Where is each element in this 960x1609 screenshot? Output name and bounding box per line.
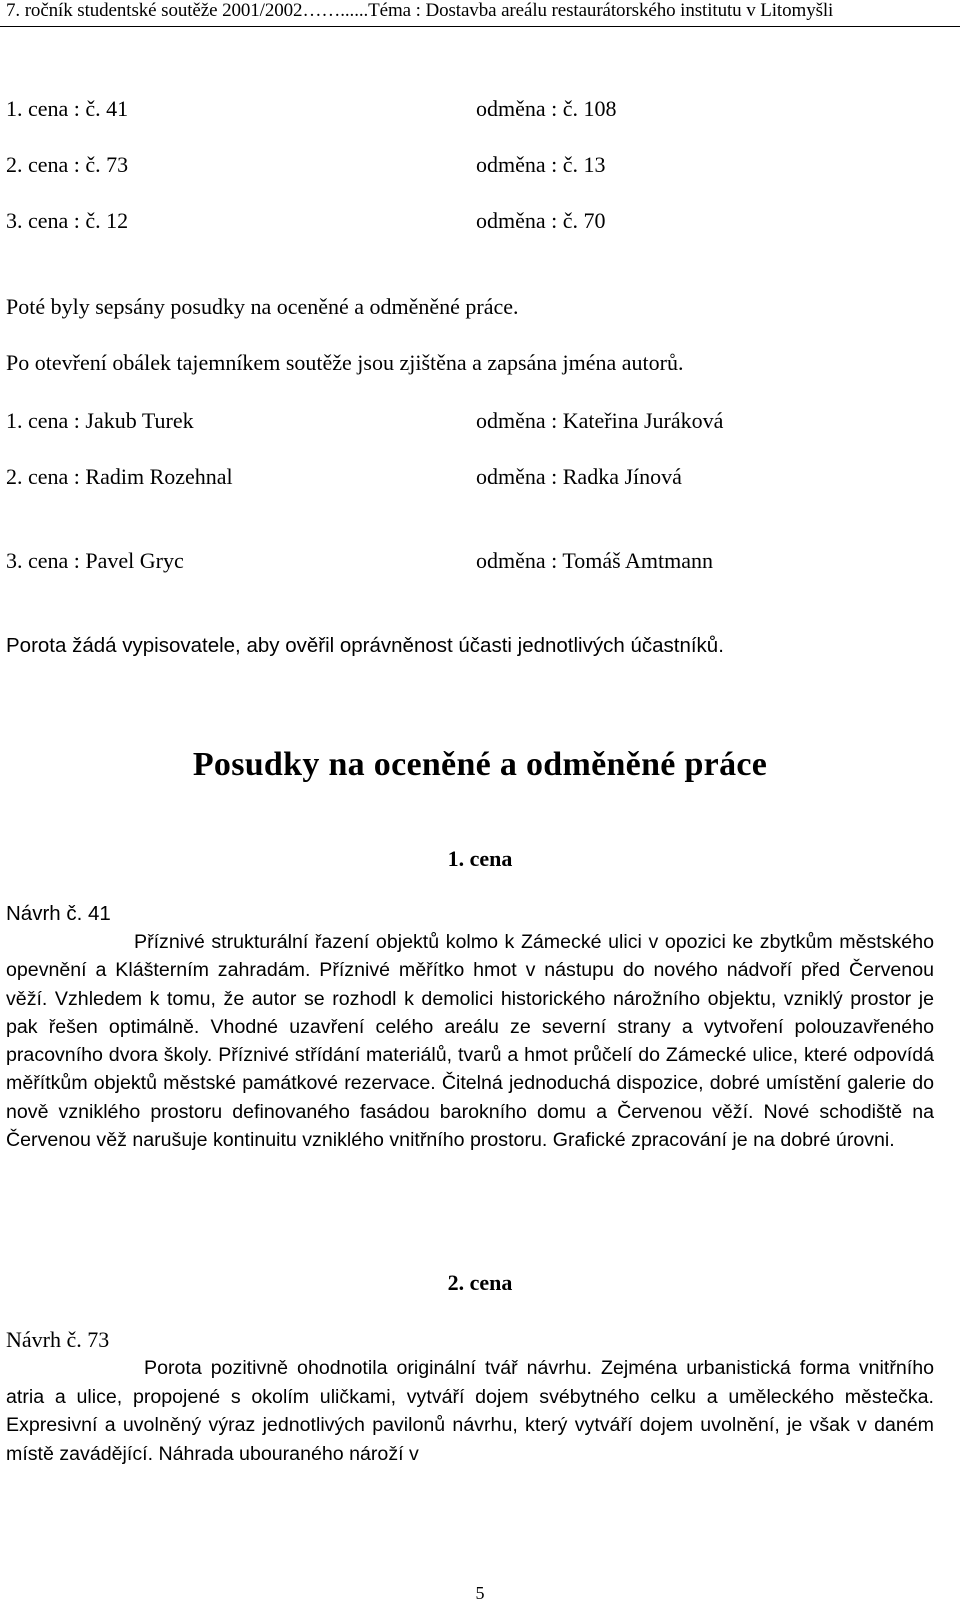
prize-number-1: 1. cena : č. 41 bbox=[6, 96, 129, 121]
reward-number-3: odměna : č. 70 bbox=[476, 208, 606, 233]
review-text-2: Porota pozitivně ohodnotila originální tvář návrhu. Zejména urbanistická forma vnitřního atria a ulice, propojené s okolím uličkami, vytváří dojem svébytného celku a uměleckého městečka. Expresivní a uvolněný výraz jednotlivých pavilonů návrhu, který vytváří dojem uvolnění, je však v daném místě zavádějící. Náhrada ubouraného nároží v bbox=[6, 1357, 934, 1465]
section-title: Posudky na oceněné a odměněné práce bbox=[192, 746, 768, 783]
prize-number-2: 2. cena : č. 73 bbox=[6, 152, 129, 177]
reward-name-2: odměna : Radka Jínová bbox=[476, 464, 682, 489]
prize-name-2: 2. cena : Radim Rozehnal bbox=[6, 464, 233, 489]
reward-name-3: odměna : Tomáš Amtmann bbox=[476, 548, 713, 573]
review-heading-2: 2. cena bbox=[447, 1270, 513, 1295]
jury-request-line: Porota žádá vypisovatele, aby ověřil oprávněnost účasti jednotlivých účastníků. bbox=[6, 634, 724, 657]
envelopes-opened-line: Po otevření obálek tajemníkem soutěže jsou zjištěna a zapsána jména autorů. bbox=[6, 350, 684, 375]
header-divider bbox=[0, 26, 960, 27]
document-header: 7. ročník studentské soutěže 2001/2002……......Téma : Dostavba areálu restaurátorského institutu v Litomyšli bbox=[6, 0, 834, 21]
reward-number-2: odměna : č. 13 bbox=[476, 152, 606, 177]
prize-name-3: 3. cena : Pavel Gryc bbox=[6, 548, 184, 573]
proposal-number-2: Návrh č. 73 bbox=[6, 1327, 110, 1352]
reward-name-1: odměna : Kateřina Juráková bbox=[476, 408, 724, 433]
reward-number-1: odměna : č. 108 bbox=[476, 96, 617, 121]
prize-number-3: 3. cena : č. 12 bbox=[6, 208, 129, 233]
review-text-1: Příznivé strukturální řazení objektů kolmo k Zámecké ulici v opozici ke zbytkům městského opevnění a Klášterním zahradám. Příznivé měřítko hmot v nástupu do nového nádvoří před Červenou věží. Vzhledem k tomu, že autor se rozhodl k demolici historického nárožního objektu, vzniklý prostor je pak řešen optimálně. Vhodné uzavření celého areálu ze severní strany a vytvoření polouzavřeného pracovního dvora školy. Příznivé střídání materiálů, tvarů a hmot průčelí do Zámecké ulice, které odpovídá měřítkům objektů městské památkové rezervace. Čitelná jednoduchá dispozice, dobré umístění galerie do nově vzniklého prostoru definovaného fasádou barokního domu a Červenou věží. Nové schodiště na Červenou věž narušuje kontinuitu vzniklého vnitřního prostoru. Grafické zpracování je na dobré úrovni. bbox=[6, 931, 934, 1152]
review-heading-1: 1. cena bbox=[447, 846, 513, 871]
proposal-number-1: Návrh č. 41 bbox=[6, 902, 111, 925]
prize-name-1: 1. cena : Jakub Turek bbox=[6, 408, 194, 433]
reviews-written-line: Poté byly sepsány posudky na oceněné a odměněné práce. bbox=[6, 294, 519, 319]
page-number: 5 bbox=[475, 1583, 485, 1603]
